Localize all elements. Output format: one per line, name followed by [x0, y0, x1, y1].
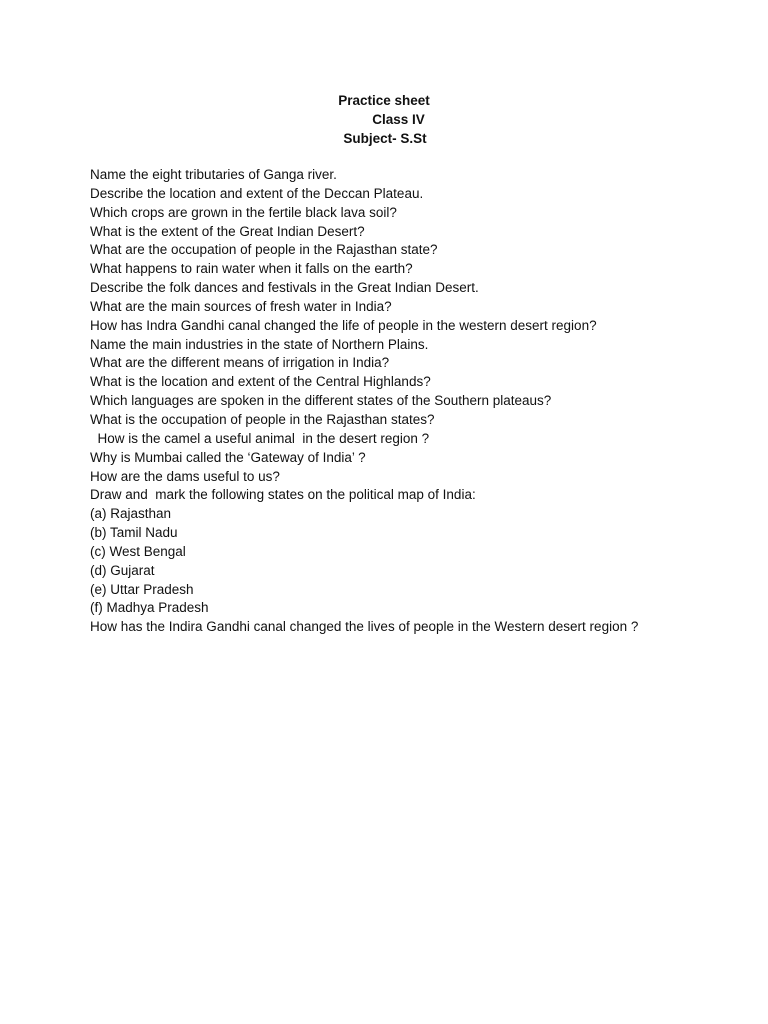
sheet-title: Practice sheet — [338, 93, 430, 108]
question-line: Why is Mumbai called the ‘Gateway of India’ ? — [90, 449, 366, 465]
question-line: Name the main industries in the state of Northern Plains. — [90, 336, 429, 352]
question-line: Describe the location and extent of the Deccan Plateau. — [90, 185, 424, 201]
state-list-item: (b) Tamil Nadu — [90, 525, 178, 541]
question-line: How is the camel a useful animal in the desert region ? — [90, 430, 430, 446]
question-line: What are the main sources of fresh water in India? — [90, 298, 392, 314]
question-line: What is the extent of the Great Indian Desert? — [90, 223, 365, 239]
question-list — [90, 166, 750, 637]
question-line: What are the different means of irrigation in India? — [90, 355, 390, 371]
question-line: What are the occupation of people in the Rajasthan state? — [90, 242, 438, 258]
state-list-item: (a) Rajasthan — [90, 506, 172, 522]
question-line: How has the Indira Gandhi canal changed the lives of people in the Western desert region ? — [90, 619, 639, 635]
state-list-item: (e) Uttar Pradesh — [90, 581, 194, 597]
question-line: Describe the folk dances and festivals in the Great Indian Desert. — [90, 280, 479, 296]
question-line: Which crops are grown in the fertile black lava soil? — [90, 204, 397, 220]
question-line: How are the dams useful to us? — [90, 468, 280, 484]
document-header — [0, 91, 768, 148]
class-label: Class IV — [372, 112, 425, 127]
state-list-item: (d) Gujarat — [90, 562, 155, 578]
question-line: How has Indra Gandhi canal changed the life of people in the western desert region? — [90, 317, 597, 333]
instruction-line: Draw and mark the following states on the political map of India: — [90, 487, 476, 503]
subject-label: Subject- S.St — [343, 131, 427, 146]
question-line: What happens to rain water when it falls on the earth? — [90, 261, 413, 277]
question-line: What is the location and extent of the Central Highlands? — [90, 374, 431, 390]
question-line: Name the eight tributaries of Ganga river. — [90, 167, 337, 182]
question-line: Which languages are spoken in the different states of the Southern plateaus? — [90, 393, 552, 409]
state-list-item: (f) Madhya Pradesh — [90, 600, 209, 616]
state-list-item: (c) West Bengal — [90, 543, 186, 559]
question-line: What is the occupation of people in the Rajasthan states? — [90, 411, 435, 427]
